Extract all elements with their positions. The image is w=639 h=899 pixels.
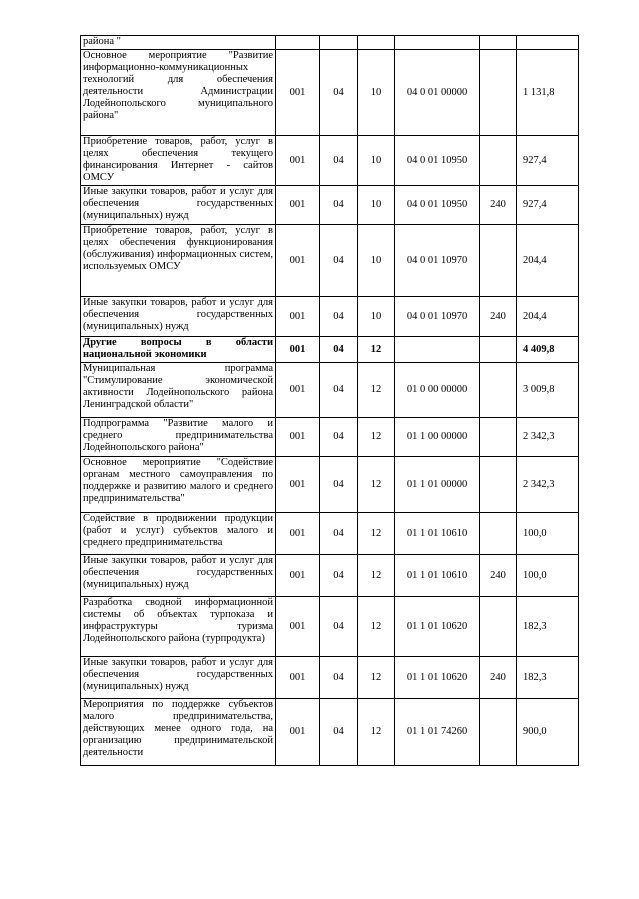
- expense-type-code: [480, 225, 517, 297]
- amount: 927,4: [517, 186, 579, 225]
- ministry-code: 001: [276, 50, 320, 136]
- section-code: 04: [320, 457, 358, 513]
- section-code: 04: [320, 513, 358, 555]
- subsection-code: 10: [358, 50, 395, 136]
- amount: 900,0: [517, 699, 579, 766]
- target-article-code: 04 0 01 10970: [395, 225, 480, 297]
- amount: 4 409,8: [517, 337, 579, 363]
- section-code: 04: [320, 136, 358, 186]
- section-code: 04: [320, 337, 358, 363]
- expense-type-code: [480, 597, 517, 657]
- section-code: 04: [320, 50, 358, 136]
- subsection-code: 10: [358, 136, 395, 186]
- amount: 204,4: [517, 225, 579, 297]
- amount: 204,4: [517, 297, 579, 337]
- amount: 182,3: [517, 657, 579, 699]
- section-code: 04: [320, 555, 358, 597]
- expense-name: района ": [81, 36, 276, 50]
- amount: 3 009,8: [517, 363, 579, 418]
- ministry-code: 001: [276, 457, 320, 513]
- expense-type-code: [480, 513, 517, 555]
- section-code: 04: [320, 297, 358, 337]
- expense-type-code: [480, 418, 517, 457]
- target-article-code: 01 1 01 10610: [395, 513, 480, 555]
- amount: [517, 36, 579, 50]
- table-row: [81, 186, 579, 225]
- expense-name: Приобретение товаров, работ, услуг в целях обеспечения функционирования (обслуживания) информационных систем, используемых ОМСУ: [81, 225, 276, 297]
- ministry-code: 001: [276, 186, 320, 225]
- amount: 100,0: [517, 513, 579, 555]
- expense-name: Приобретение товаров, работ, услуг в целях обеспечения текущего финансирования Интернет - сайтов ОМСУ: [81, 136, 276, 186]
- amount: 2 342,3: [517, 418, 579, 457]
- subsection-code: 12: [358, 597, 395, 657]
- ministry-code: 001: [276, 555, 320, 597]
- table-row: [81, 657, 579, 699]
- target-article-code: 01 1 01 74260: [395, 699, 480, 766]
- section-code: 04: [320, 657, 358, 699]
- expense-name: Основное мероприятие "Содействие органам местного самоуправления по поддержке и развитию малого и среднего предпринимательства": [81, 457, 276, 513]
- table-row: [81, 36, 579, 50]
- amount: 927,4: [517, 136, 579, 186]
- expense-name: Содействие в продвижении продукции (работ и услуг) субъектов малого и среднего предпринимательства: [81, 513, 276, 555]
- table-row: [81, 457, 579, 513]
- expense-name: Мероприятия по поддержке субъектов малого предпринимательства, действующих менее одного года, на организацию предпринимательской деятельности: [81, 699, 276, 766]
- table-row: [81, 555, 579, 597]
- subsection-code: 10: [358, 186, 395, 225]
- expense-type-code: [480, 136, 517, 186]
- subsection-code: [358, 36, 395, 50]
- expense-name: Иные закупки товаров, работ и услуг для обеспечения государственных (муниципальных) нужд: [81, 297, 276, 337]
- table-body: [81, 36, 579, 766]
- subsection-code: 12: [358, 699, 395, 766]
- expense-name: Иные закупки товаров, работ и услуг для обеспечения государственных (муниципальных) нужд: [81, 186, 276, 225]
- expense-type-code: [480, 50, 517, 136]
- table-row: [81, 50, 579, 136]
- ministry-code: 001: [276, 418, 320, 457]
- table-row: [81, 363, 579, 418]
- expense-type-code: [480, 36, 517, 50]
- ministry-code: 001: [276, 597, 320, 657]
- expense-name: Иные закупки товаров, работ и услуг для обеспечения государственных (муниципальных) нужд: [81, 657, 276, 699]
- table-row: [81, 513, 579, 555]
- expense-type-code: 240: [480, 657, 517, 699]
- ministry-code: 001: [276, 513, 320, 555]
- subsection-code: 12: [358, 555, 395, 597]
- target-article-code: 04 0 01 10950: [395, 186, 480, 225]
- table-row: [81, 699, 579, 766]
- amount: 2 342,3: [517, 457, 579, 513]
- ministry-code: 001: [276, 657, 320, 699]
- ministry-code: 001: [276, 136, 320, 186]
- target-article-code: 04 0 01 00000: [395, 50, 480, 136]
- section-code: [320, 36, 358, 50]
- table-row: [81, 418, 579, 457]
- ministry-code: [276, 36, 320, 50]
- target-article-code: 01 1 01 10620: [395, 657, 480, 699]
- target-article-code: [395, 36, 480, 50]
- target-article-code: 01 1 01 10620: [395, 597, 480, 657]
- expense-name: Муниципальная программа "Стимулирование экономической активности Лодейнопольского района Ленинградской области": [81, 363, 276, 418]
- target-article-code: 04 0 01 10950: [395, 136, 480, 186]
- table-row: [81, 297, 579, 337]
- section-code: 04: [320, 699, 358, 766]
- expense-type-code: 240: [480, 297, 517, 337]
- subsection-code: 12: [358, 657, 395, 699]
- section-code: 04: [320, 597, 358, 657]
- expense-name: Подпрограмма "Развитие малого и среднего предпринимательства Лодейнопольского района": [81, 418, 276, 457]
- subsection-code: 12: [358, 363, 395, 418]
- target-article-code: [395, 337, 480, 363]
- expense-type-code: [480, 699, 517, 766]
- subsection-code: 10: [358, 225, 395, 297]
- ministry-code: 001: [276, 337, 320, 363]
- target-article-code: 01 1 01 00000: [395, 457, 480, 513]
- table-row: [81, 597, 579, 657]
- table-row: [81, 337, 579, 363]
- table-row: [81, 225, 579, 297]
- expense-type-code: 240: [480, 555, 517, 597]
- expense-type-code: 240: [480, 186, 517, 225]
- expense-name: Основное мероприятие "Развитие информационно-коммуникационных технологий для обеспечения деятельности Администрации Лодейнопольского муниципального района": [81, 50, 276, 136]
- section-code: 04: [320, 363, 358, 418]
- expense-type-code: [480, 363, 517, 418]
- subsection-code: 12: [358, 418, 395, 457]
- target-article-code: 01 0 00 00000: [395, 363, 480, 418]
- target-article-code: 01 1 01 10610: [395, 555, 480, 597]
- amount: 100,0: [517, 555, 579, 597]
- subsection-code: 12: [358, 513, 395, 555]
- amount: 1 131,8: [517, 50, 579, 136]
- target-article-code: 01 1 00 00000: [395, 418, 480, 457]
- table-row: [81, 136, 579, 186]
- expense-name: Разработка сводной информационной системы об объектах турпоказа и инфраструктуры туризма Лодейнопольского района (турпродукта): [81, 597, 276, 657]
- target-article-code: 04 0 01 10970: [395, 297, 480, 337]
- ministry-code: 001: [276, 225, 320, 297]
- budget-table: [80, 35, 579, 766]
- subsection-code: 10: [358, 297, 395, 337]
- subsection-code: 12: [358, 337, 395, 363]
- subsection-code: 12: [358, 457, 395, 513]
- section-code: 04: [320, 186, 358, 225]
- expense-name: Иные закупки товаров, работ и услуг для обеспечения государственных (муниципальных) нужд: [81, 555, 276, 597]
- expense-type-code: [480, 457, 517, 513]
- section-code: 04: [320, 418, 358, 457]
- amount: 182,3: [517, 597, 579, 657]
- ministry-code: 001: [276, 297, 320, 337]
- expense-name: Другие вопросы в области национальной экономики: [81, 337, 276, 363]
- ministry-code: 001: [276, 363, 320, 418]
- ministry-code: 001: [276, 699, 320, 766]
- section-code: 04: [320, 225, 358, 297]
- expense-type-code: [480, 337, 517, 363]
